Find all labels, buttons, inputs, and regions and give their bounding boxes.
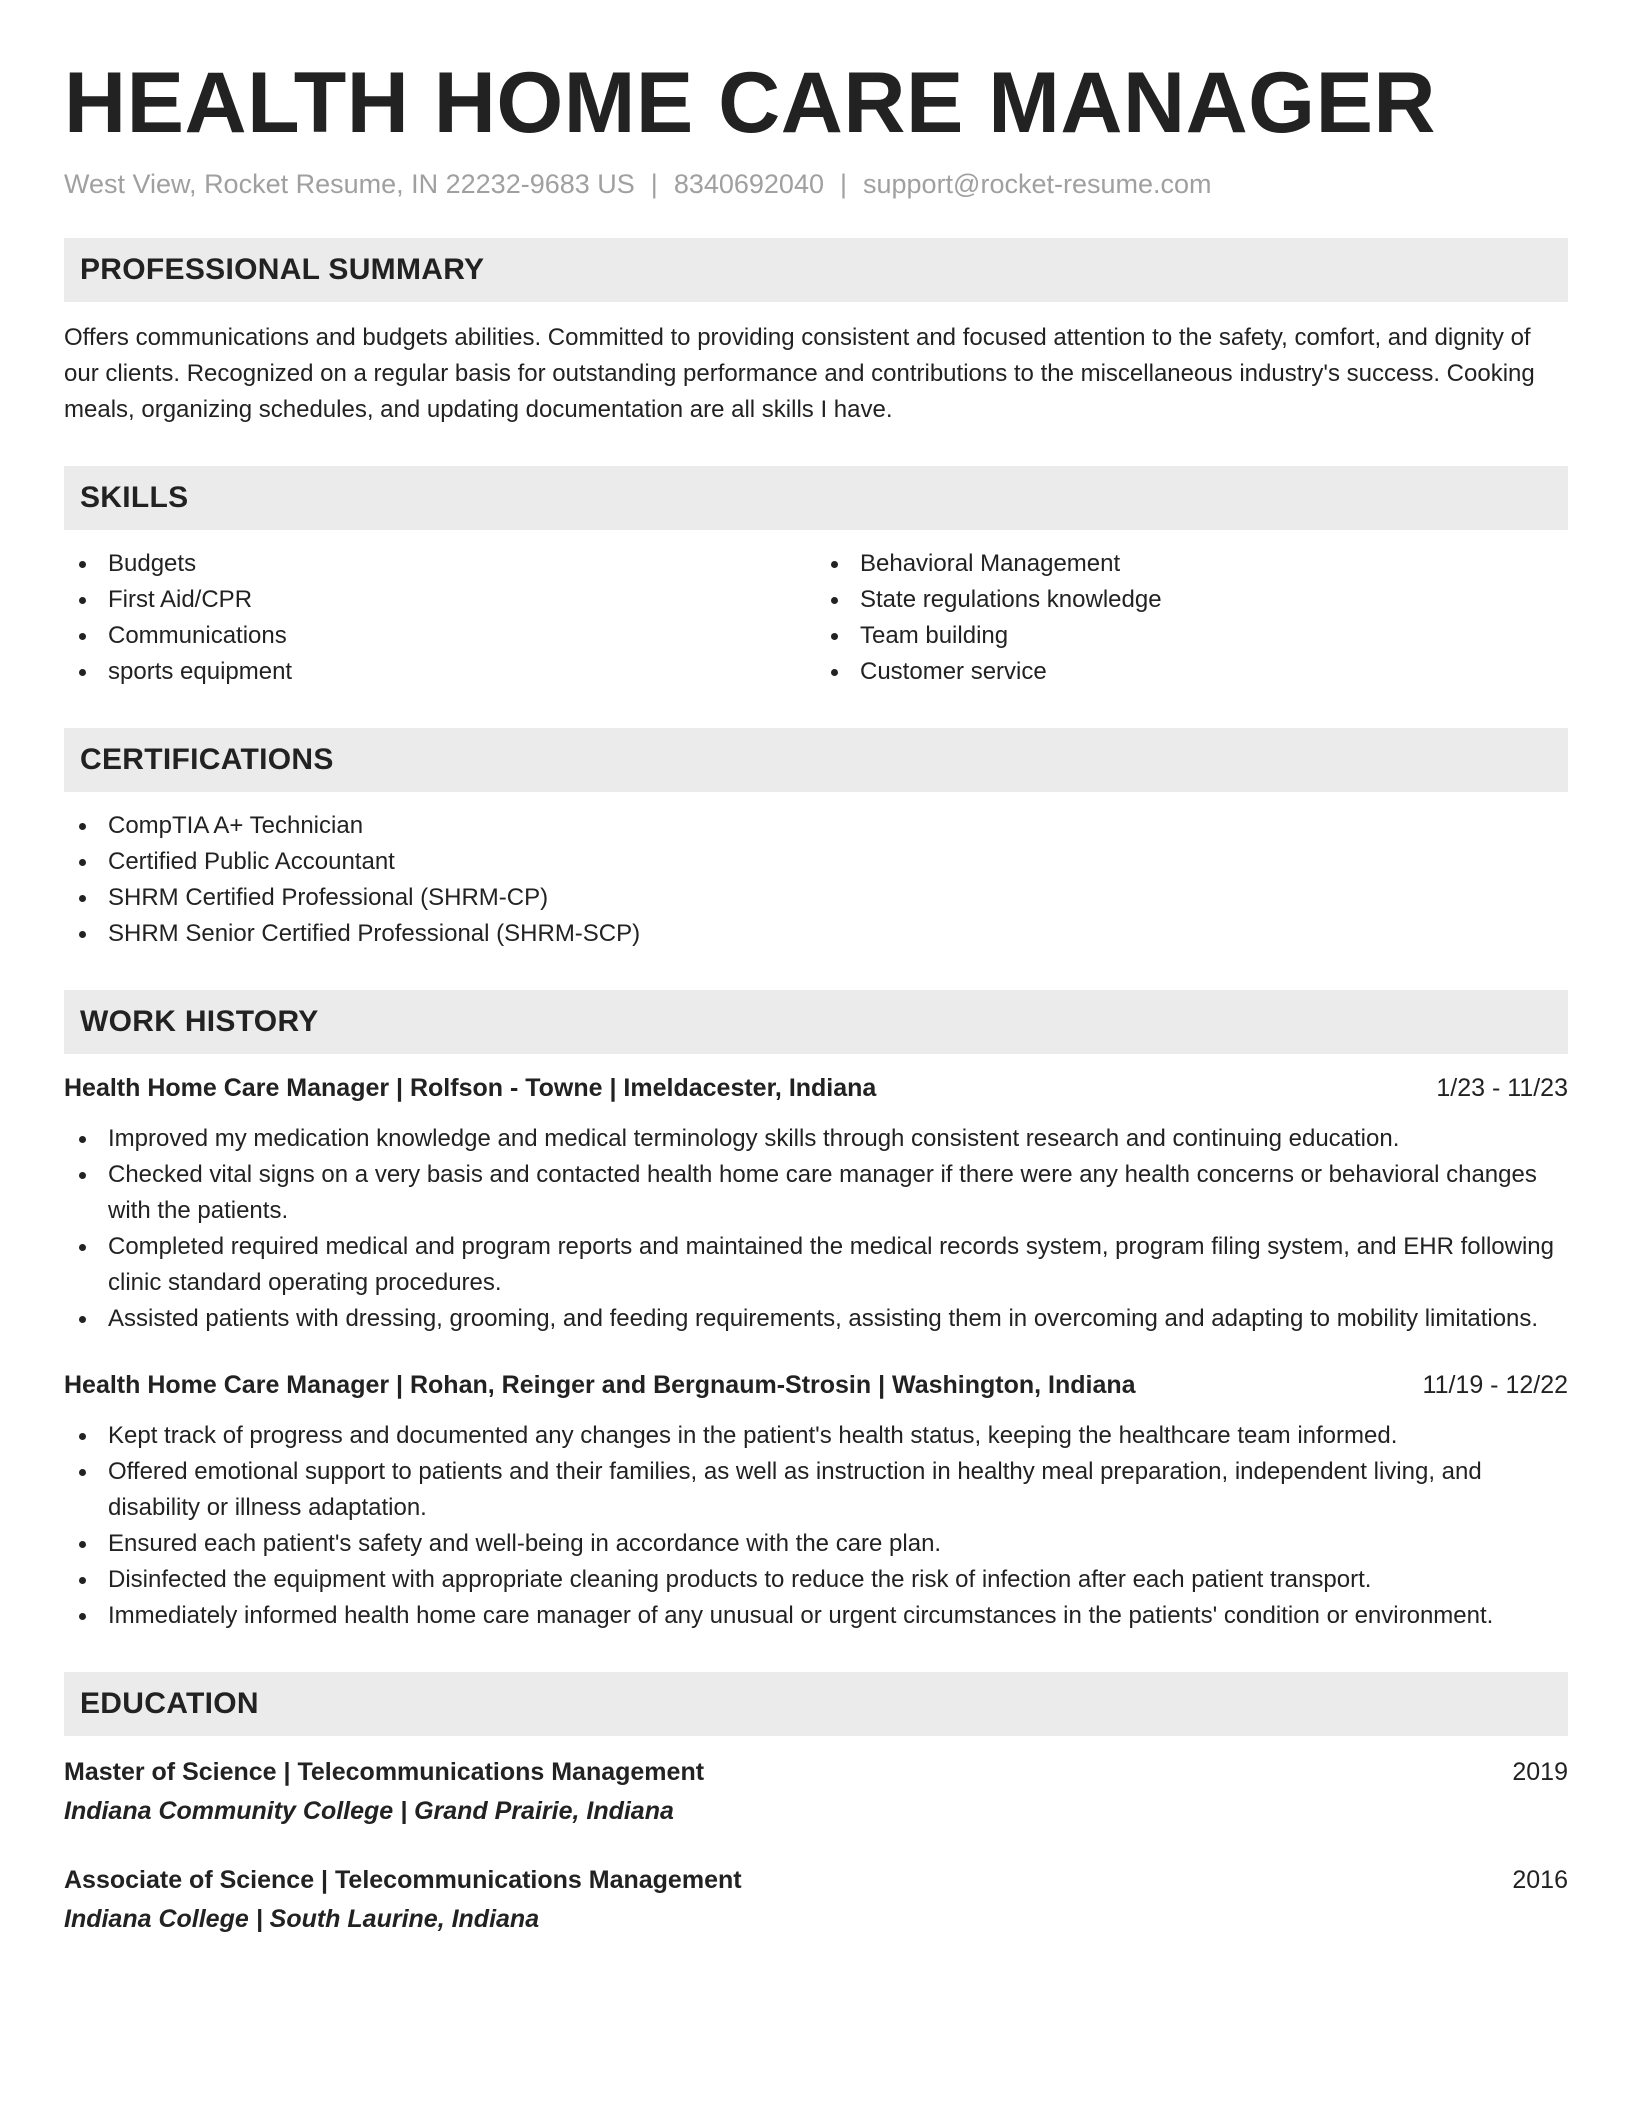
certification-item: SHRM Senior Certified Professional (SHRM-SCP): [64, 916, 1568, 952]
summary-section: [64, 238, 1568, 428]
education-year: 2016: [1512, 1865, 1568, 1894]
education-header: [64, 1758, 1568, 1787]
skill-item: Communications: [64, 618, 816, 654]
certifications-list: [64, 808, 1568, 952]
job-header: [64, 1074, 1568, 1103]
education-header: [64, 1866, 1568, 1895]
job-title: Health Home Care Manager | Rohan, Reinger and Bergnaum-Strosin | Washington, Indiana: [64, 1370, 1136, 1399]
education-school: Indiana College | South Laurine, Indiana: [64, 1904, 540, 1933]
job-bullets: [64, 1418, 1568, 1634]
contact-separator: |: [650, 168, 658, 199]
job-bullet: Assisted patients with dressing, grooming, and feeding requirements, assisting them in overcoming and adapting to mobility limitations.: [64, 1301, 1568, 1337]
certifications-section: [64, 728, 1568, 952]
contact-separator: |: [839, 168, 847, 199]
certification-item: CompTIA A+ Technician: [64, 808, 1568, 844]
job-bullet: Immediately informed health home care manager of any unusual or urgent circumstances in the patients' condition or environment.: [64, 1598, 1568, 1634]
section-title-summary: PROFESSIONAL SUMMARY: [80, 252, 485, 286]
skills-grid: [64, 546, 1568, 690]
job-bullet: Ensured each patient's safety and well-being in accordance with the care plan.: [64, 1526, 1568, 1562]
job-bullets: [64, 1121, 1568, 1337]
job-entry: [64, 1371, 1568, 1634]
skill-item: Team building: [816, 618, 1568, 654]
skills-list-right: [816, 546, 1568, 690]
skill-item: Customer service: [816, 654, 1568, 690]
candidate-name: HEALTH HOME CARE MANAGER: [64, 55, 1437, 151]
section-header: [64, 238, 1568, 302]
section-header: [64, 990, 1568, 1054]
skill-item: First Aid/CPR: [64, 582, 816, 618]
resume-header: [64, 56, 1568, 200]
skill-item: sports equipment: [64, 654, 816, 690]
contact-email: support@rocket-resume.com: [863, 168, 1212, 199]
section-title-skills: SKILLS: [80, 480, 189, 514]
education-section: [64, 1672, 1568, 1934]
education-entry: [64, 1866, 1568, 1934]
section-header: [64, 1672, 1568, 1736]
job-dates: 11/19 - 12/22: [1422, 1370, 1568, 1399]
certification-item: SHRM Certified Professional (SHRM-CP): [64, 880, 1568, 916]
skill-item: Budgets: [64, 546, 816, 582]
job-bullet: Improved my medication knowledge and medical terminology skills through consistent research and continuing education.: [64, 1121, 1568, 1157]
job-bullet: Kept track of progress and documented any changes in the patient's health status, keeping the healthcare team informed.: [64, 1418, 1568, 1454]
job-bullet: Checked vital signs on a very basis and contacted health home care manager if there were any health concerns or behavioral changes with the patients.: [64, 1157, 1568, 1229]
section-title-certifications: CERTIFICATIONS: [80, 742, 334, 776]
job-entry: [64, 1074, 1568, 1337]
work-history-section: [64, 990, 1568, 1634]
section-title-education: EDUCATION: [80, 1686, 259, 1720]
education-degree: Associate of Science | Telecommunications Management: [64, 1865, 742, 1894]
job-dates: 1/23 - 11/23: [1436, 1073, 1568, 1102]
job-bullet: Completed required medical and program reports and maintained the medical records system, program filing system, and EHR following clinic standard operating procedures.: [64, 1229, 1568, 1301]
education-school: Indiana Community College | Grand Prairie, Indiana: [64, 1796, 674, 1825]
job-header: [64, 1371, 1568, 1400]
section-title-work-history: WORK HISTORY: [80, 1004, 319, 1038]
summary-text: Offers communications and budgets abilities. Committed to providing consistent and focused attention to the safety, comfort, and dignity of our clients. Recognized on a regular basis for outstanding performance and contributions to the miscellaneous industry's success. Cooking meals, organizing schedules, and updating documentation are all skills I have.: [64, 323, 1535, 423]
section-header: [64, 728, 1568, 792]
certification-item: Certified Public Accountant: [64, 844, 1568, 880]
skills-list-left: [64, 546, 816, 690]
skills-section: [64, 466, 1568, 690]
contact-phone: 8340692040: [673, 168, 824, 199]
education-degree: Master of Science | Telecommunications Management: [64, 1757, 705, 1786]
job-bullet: Offered emotional support to patients and their families, as well as instruction in healthy meal preparation, independent living, and disability or illness adaptation.: [64, 1454, 1568, 1526]
job-title: Health Home Care Manager | Rolfson - Towne | Imeldacester, Indiana: [64, 1073, 877, 1102]
education-entry: [64, 1758, 1568, 1826]
education-year: 2019: [1512, 1757, 1568, 1786]
skill-item: Behavioral Management: [816, 546, 1568, 582]
section-header: [64, 466, 1568, 530]
skill-item: State regulations knowledge: [816, 582, 1568, 618]
contact-address: West View, Rocket Resume, IN 22232-9683 US: [64, 168, 635, 199]
job-bullet: Disinfected the equipment with appropriate cleaning products to reduce the risk of infection after each patient transport.: [64, 1562, 1568, 1598]
contact-line: [64, 169, 1568, 200]
